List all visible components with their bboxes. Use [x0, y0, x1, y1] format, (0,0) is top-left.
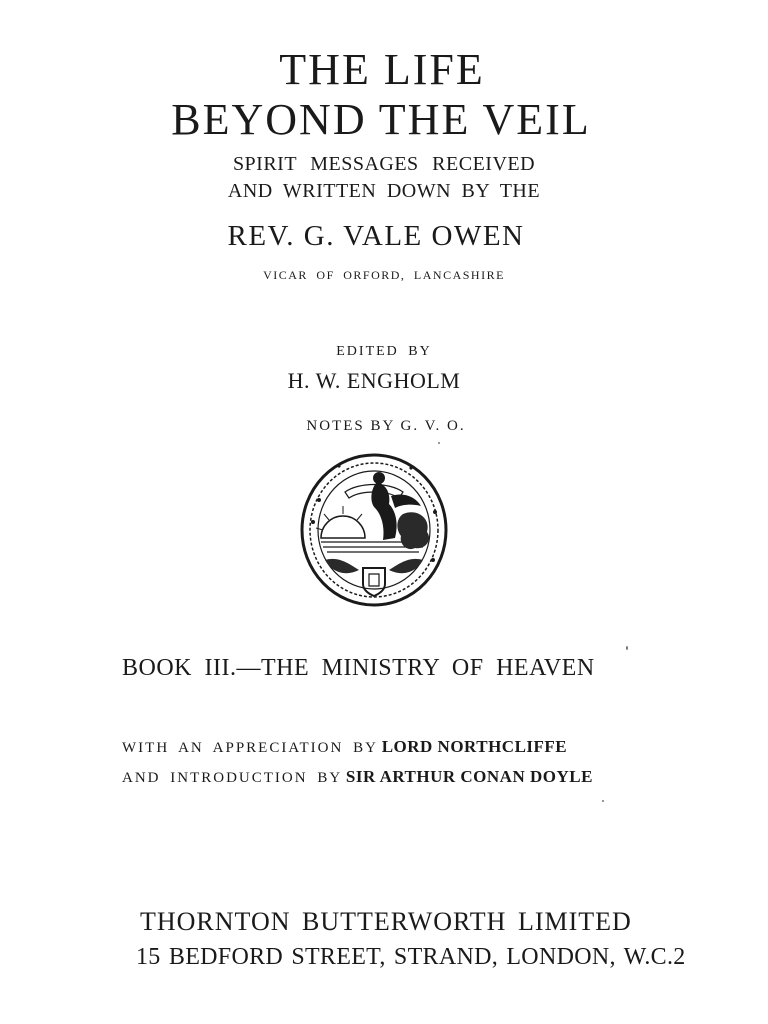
- appreciation-line: [122, 737, 567, 757]
- publisher-seal-icon: [299, 452, 449, 608]
- introduction-line: [122, 767, 593, 787]
- paper-speck: [438, 442, 440, 444]
- subtitle-line-2: AND WRITTEN DOWN BY THE: [227, 180, 541, 202]
- author-name: REV. G. VALE OWEN: [227, 220, 525, 252]
- editor-name: H. W. ENGHOLM: [287, 368, 461, 393]
- book-title-line-1: THE LIFE: [279, 45, 485, 94]
- publisher-address: 15 BEDFORD STREET, STRAND, LONDON, W.C.2: [136, 944, 686, 970]
- edited-by-label: EDITED BY: [336, 344, 432, 359]
- appreciation-name: LORD NORTHCLIFFE: [381, 737, 568, 756]
- notes-by-label: NOTES BY G. V. O.: [306, 418, 466, 434]
- subtitle-line-1: SPIRIT MESSAGES RECEIVED: [232, 153, 536, 175]
- book-title-line-2: BEYOND THE VEIL: [171, 95, 591, 144]
- paper-speck: [626, 646, 628, 650]
- appreciation-prefix: WITH AN APPRECIATION BY: [122, 740, 378, 756]
- book-subtitle: BOOK III.—THE MINISTRY OF HEAVEN: [122, 655, 595, 681]
- author-position: VICAR OF ORFORD, LANCASHIRE: [263, 268, 505, 282]
- introduction-name: SIR ARTHUR CONAN DOYLE: [345, 767, 593, 786]
- paper-speck: [602, 800, 604, 802]
- introduction-prefix: AND INTRODUCTION BY: [122, 770, 343, 786]
- publisher-name: THORNTON BUTTERWORTH LIMITED: [140, 907, 632, 936]
